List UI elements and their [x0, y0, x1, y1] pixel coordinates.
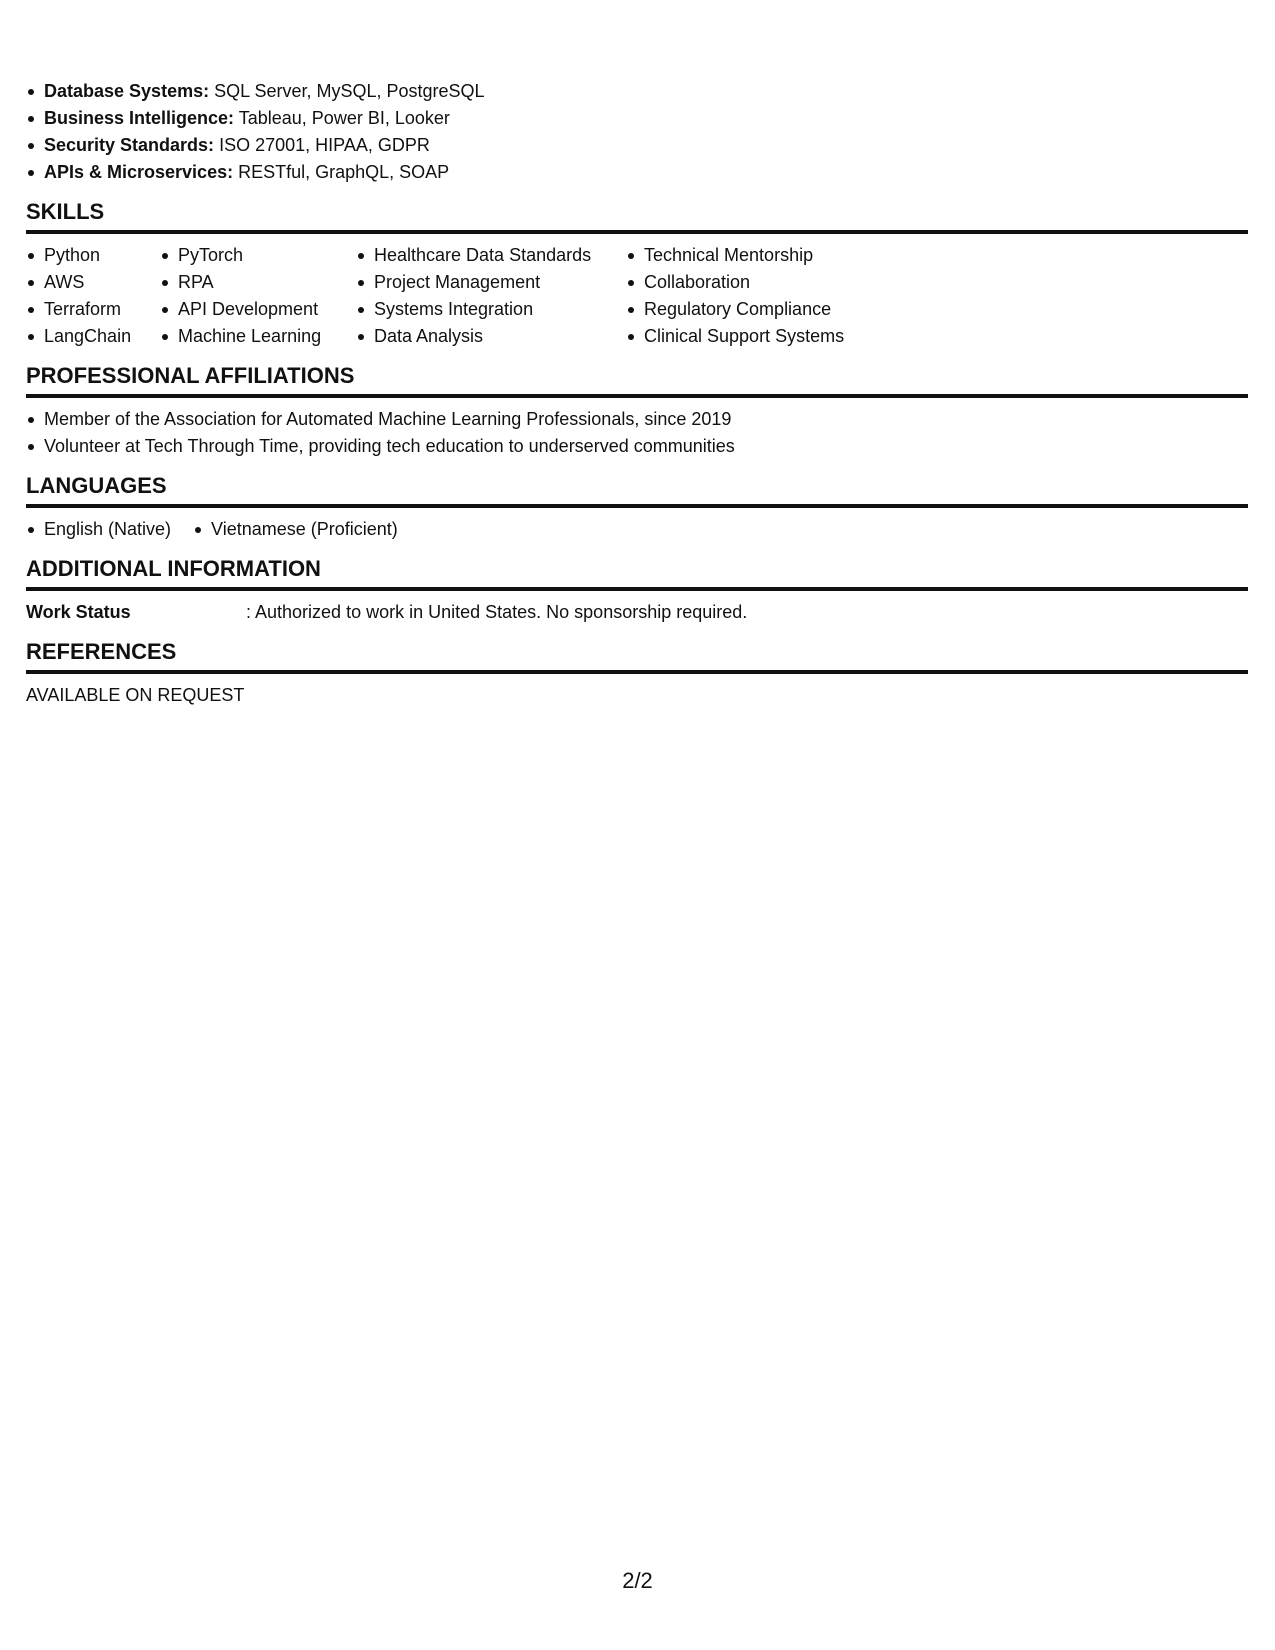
technical-item-bi: [26, 105, 1248, 132]
affiliation-item: Volunteer at Tech Through Time, providing tech education to underserved communities: [26, 433, 1248, 460]
skill-item: Machine Learning: [160, 323, 340, 350]
skill-item: Clinical Support Systems: [626, 323, 886, 350]
affiliation-item: Member of the Association for Automated Machine Learning Professionals, since 2019: [26, 406, 1248, 433]
skill-item: Collaboration: [626, 269, 886, 296]
affiliations-heading: PROFESSIONAL AFFILIATIONS: [26, 350, 1248, 398]
additional-info-heading: ADDITIONAL INFORMATION: [26, 543, 1248, 591]
work-status-value: : Authorized to work in United States. No sponsorship required.: [246, 602, 748, 622]
skill-item: RPA: [160, 269, 340, 296]
language-item: Vietnamese (Proficient): [193, 516, 398, 543]
skills-heading: SKILLS: [26, 186, 1248, 234]
skill-item: LangChain: [26, 323, 144, 350]
skill-item: Healthcare Data Standards: [356, 242, 610, 269]
skill-item: PyTorch: [160, 242, 340, 269]
technical-label: Database Systems:: [44, 81, 210, 101]
skill-item: API Development: [160, 296, 340, 323]
work-status-row: [26, 591, 1248, 626]
skills-column-2: [160, 242, 340, 350]
technical-label: Business Intelligence:: [44, 108, 235, 128]
technical-item-security: [26, 132, 1248, 159]
affiliations-list: [26, 398, 1248, 460]
references-heading: REFERENCES: [26, 626, 1248, 674]
skill-item: Regulatory Compliance: [626, 296, 886, 323]
skill-item: Systems Integration: [356, 296, 610, 323]
skills-column-4: [626, 242, 886, 350]
technical-label: APIs & Microservices:: [44, 162, 234, 182]
references-text: AVAILABLE ON REQUEST: [26, 685, 245, 705]
languages-heading: LANGUAGES: [26, 460, 1248, 508]
skill-item: Technical Mentorship: [626, 242, 886, 269]
technical-list: [26, 78, 1248, 186]
resume-page: [26, 78, 1248, 709]
skills-grid: [26, 234, 1248, 350]
skills-column-3: [356, 242, 610, 350]
technical-value: SQL Server, MySQL, PostgreSQL: [214, 81, 485, 101]
skills-column-1: [26, 242, 144, 350]
language-item: English (Native): [26, 516, 171, 543]
skill-item: Python: [26, 242, 144, 269]
work-status-label: Work Status: [26, 602, 131, 622]
technical-item-apis: [26, 159, 1248, 186]
technical-value: Tableau, Power BI, Looker: [238, 108, 450, 128]
page-number: 2/2: [622, 1568, 653, 1593]
languages-list: [26, 508, 1248, 543]
technical-value: ISO 27001, HIPAA, GDPR: [219, 135, 430, 155]
technical-label: Security Standards:: [44, 135, 215, 155]
skill-item: AWS: [26, 269, 144, 296]
skill-item: Terraform: [26, 296, 144, 323]
skill-item: Data Analysis: [356, 323, 610, 350]
technical-value: RESTful, GraphQL, SOAP: [238, 162, 450, 182]
skill-item: Project Management: [356, 269, 610, 296]
technical-item-database: [26, 78, 1248, 105]
